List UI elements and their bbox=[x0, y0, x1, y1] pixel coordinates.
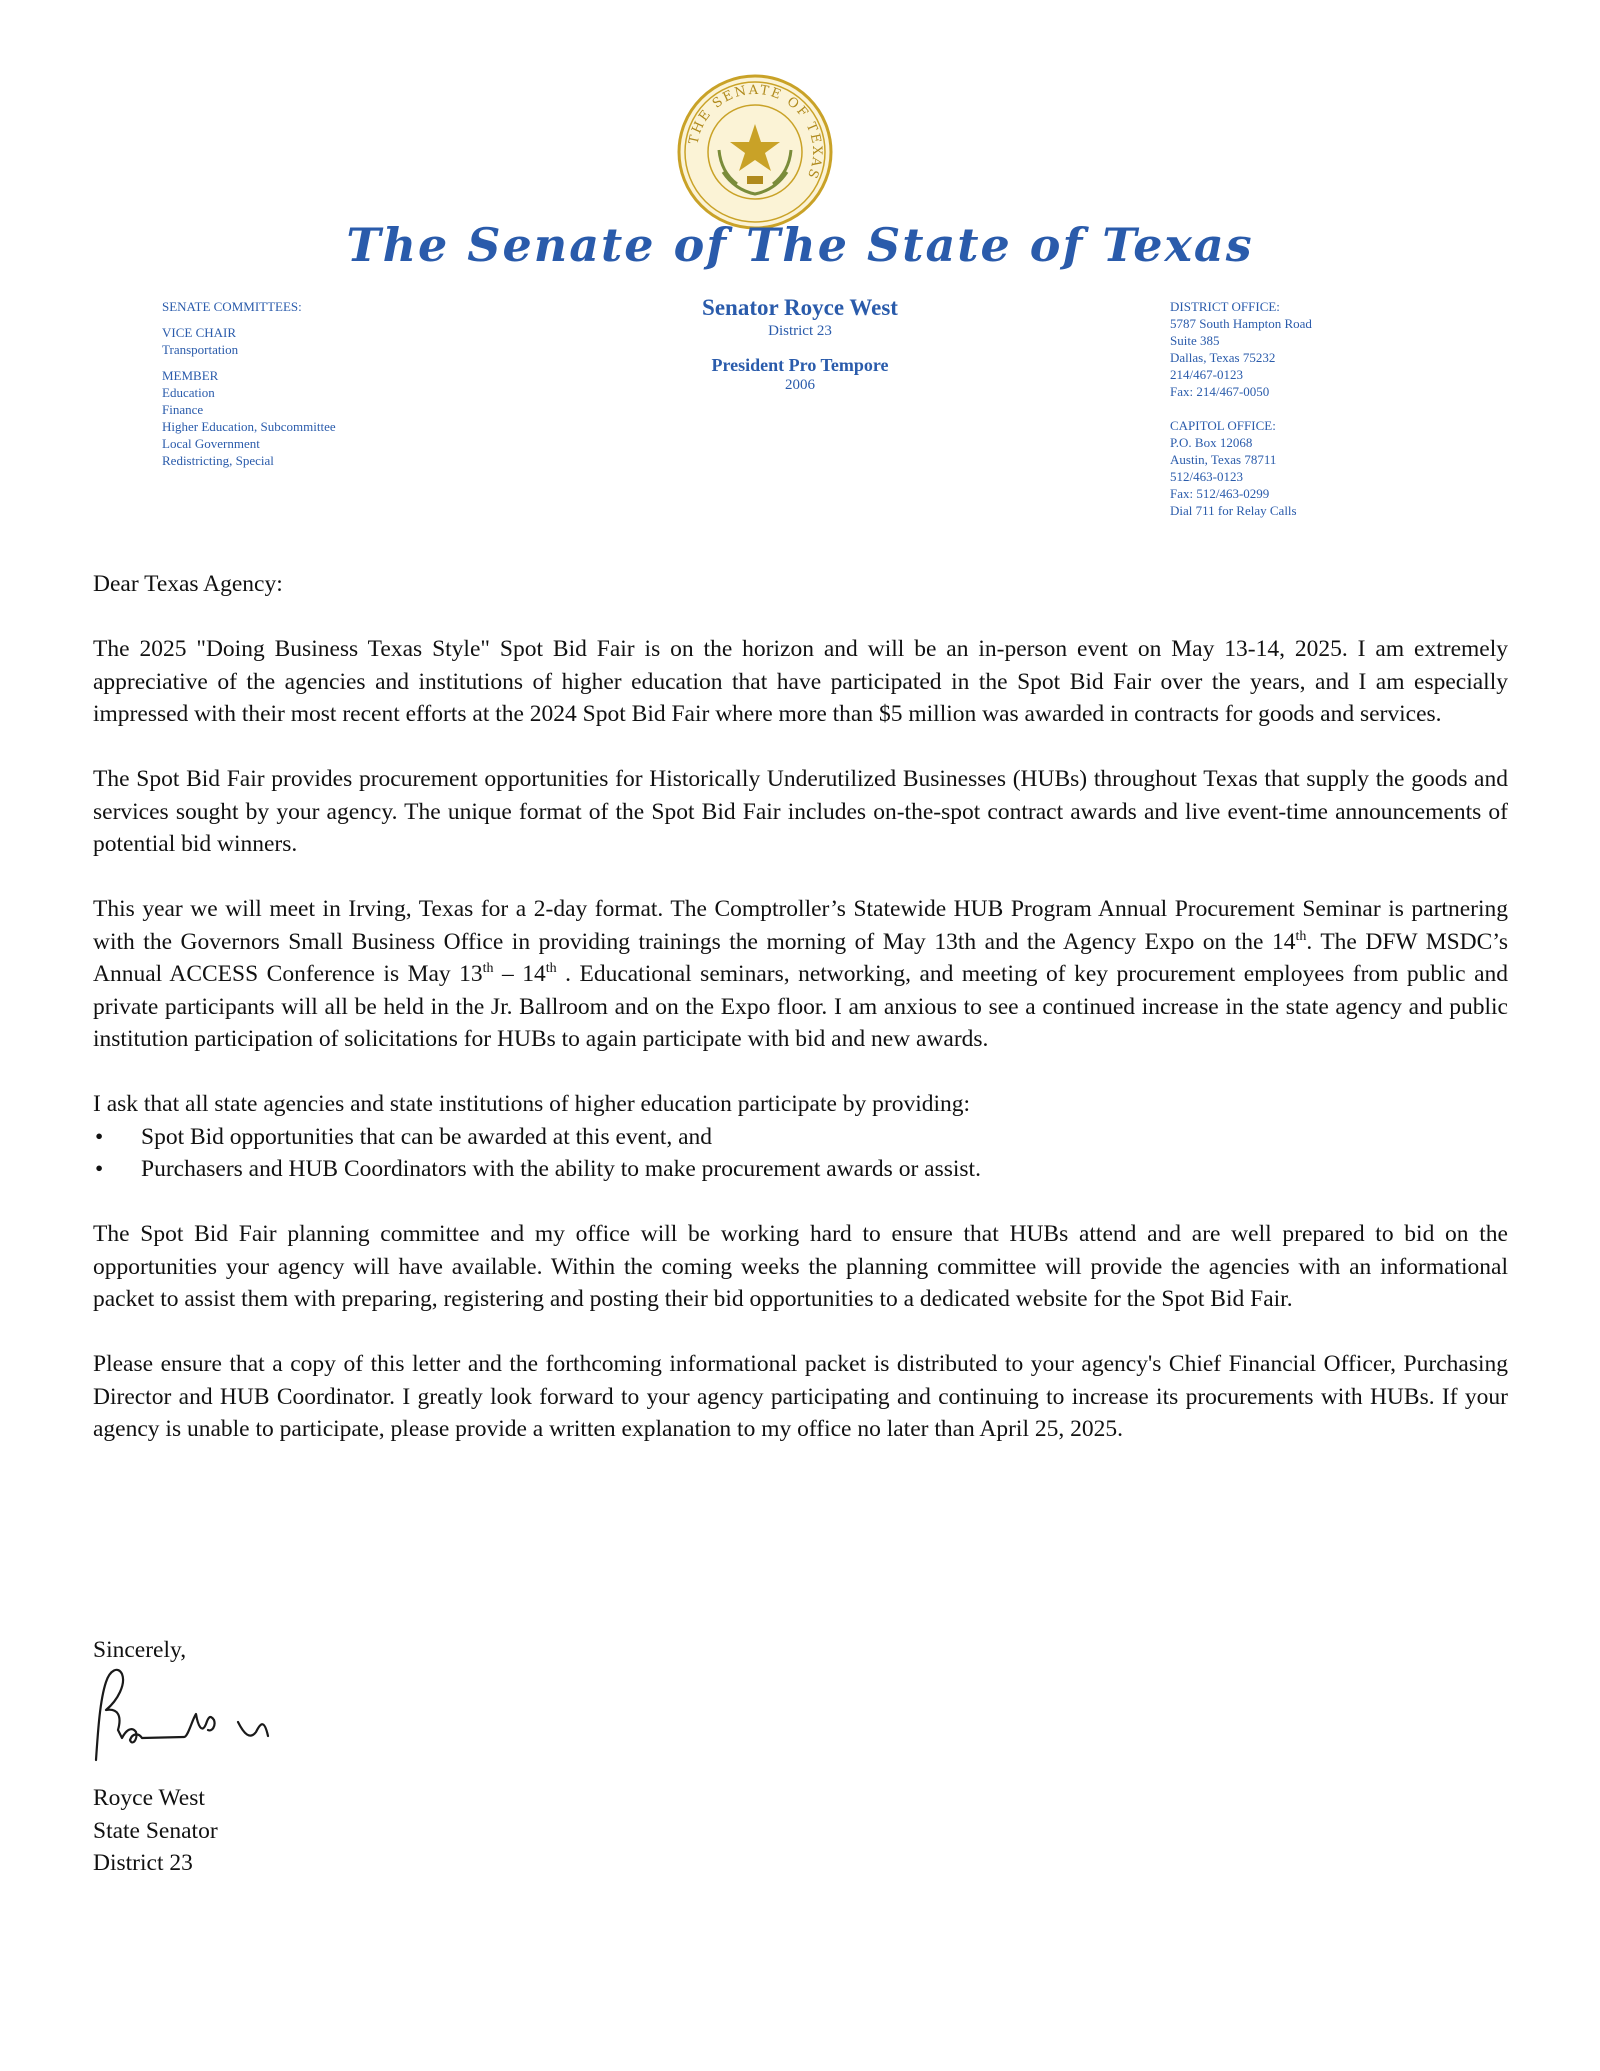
district-office-line: 214/467-0123 bbox=[1170, 367, 1243, 382]
list-item bbox=[93, 1153, 1508, 1186]
paragraph-purpose: The Spot Bid Fair provides procurement opportunities for Historically Underutilized Businesses (HUBs) throughout Texas that supply the goods and services sought by your agency. The unique format of the Spot Bid Fair includes on-the-spot contract awards and live event-time announcements of potential bid winners. bbox=[93, 766, 1508, 857]
list-item-text: Spot Bid opportunities that can be awarded at this event, and bbox=[141, 1123, 713, 1150]
signer-name: Royce West bbox=[93, 1785, 205, 1811]
salutation: Dear Texas Agency: bbox=[93, 571, 283, 597]
vice-chair-item: Transportation bbox=[162, 342, 239, 357]
list-item bbox=[93, 1121, 1508, 1154]
format-text: . The DFW MSDC’s Annual ACCESS Conference is May 13 bbox=[93, 928, 1508, 987]
paragraph-committee: The Spot Bid Fair planning committee and my office will be working hard to ensure that HUBs attend and are well prepared to bid on the opportunities your agency will have available. Within the coming weeks the planning committee will provide the agencies with an informational packet to assist them with preparing, registering and posting their bid opportunities to a dedicated website for the Spot Bid Fair. bbox=[93, 1221, 1508, 1312]
district-office-line: Suite 385 bbox=[1170, 333, 1220, 348]
member-item: Local Government bbox=[162, 436, 260, 451]
member-group bbox=[162, 367, 462, 469]
paragraph-distribution: Please ensure that a copy of this letter and the forthcoming informational packet is distributed to your agency's Chief Financial Officer, Purchasing Director and HUB Coordinator. I greatly look forward to your agency participating and continuing to increase its procurements with HUBs. If your agency is unable to participate, please provide a written explanation to my office no later than April 25, 2025. bbox=[93, 1351, 1508, 1442]
district-office-line: Fax: 214/467-0050 bbox=[1170, 384, 1270, 399]
member-item: Education bbox=[162, 385, 215, 400]
capitol-office-line: P.O. Box 12068 bbox=[1170, 435, 1253, 450]
request-list bbox=[93, 1121, 1508, 1186]
member-item: Finance bbox=[162, 402, 204, 417]
senate-committees bbox=[162, 298, 462, 478]
district-office-line: 5787 South Hampton Road bbox=[1170, 316, 1312, 331]
paragraph-event: The 2025 "Doing Business Texas Style" Spot Bid Fair is on the horizon and will be an in-person event on May 13-14, 2025. I am extremely appreciative of the agencies and institutions of higher education that have participated in the Spot Bid Fair over the years, and I am especially impressed with their most recent efforts at the 2024 Spot Bid Fair where more than $5 million was awarded in contracts for goods and services. bbox=[93, 636, 1508, 727]
office-spacer bbox=[1170, 400, 1430, 417]
senator-district: District 23 bbox=[768, 323, 832, 339]
bullet-icon: • bbox=[95, 1123, 104, 1150]
paragraph-format bbox=[93, 893, 1508, 1056]
member-item: Redistricting, Special bbox=[162, 453, 274, 468]
senator-title: President Pro Tempore bbox=[711, 355, 889, 375]
signer-block bbox=[93, 1782, 218, 1880]
district-office-line: Dallas, Texas 75232 bbox=[1170, 350, 1276, 365]
capitol-office-line: Dial 711 for Relay Calls bbox=[1170, 503, 1297, 518]
vice-chair-group bbox=[162, 324, 462, 358]
format-text: – 14 bbox=[493, 961, 546, 987]
senator-block bbox=[600, 294, 1000, 394]
capitol-office-heading: CAPITOL OFFICE: bbox=[1170, 418, 1276, 433]
senator-title-year: 2006 bbox=[785, 377, 815, 393]
seal-ring-text: THE SENATE OF TEXAS bbox=[686, 82, 825, 183]
member-item: Higher Education, Subcommittee bbox=[162, 419, 336, 434]
letter-body bbox=[93, 568, 1508, 1478]
request-intro: I ask that all state agencies and state institutions of higher education participate by providing: bbox=[93, 1091, 971, 1117]
ordinal-suffix: th bbox=[482, 961, 494, 977]
format-text: This year we will meet in Irving, Texas for a 2-day format. The Comptroller’s Statewide HUB Program Annual Procurement Seminar is partnering with the Governors Small Business Office in providing trainings the morning of May 13th and the Agency Expo on the 14 bbox=[93, 896, 1508, 955]
closing: Sincerely, bbox=[93, 1637, 187, 1663]
committees-heading: SENATE COMMITTEES: bbox=[162, 299, 302, 314]
letterhead-banner: The Senate of The State of Texas bbox=[346, 218, 1254, 272]
vice-chair-label: VICE CHAIR bbox=[162, 325, 237, 340]
senator-name: Senator Royce West bbox=[702, 295, 898, 320]
member-label: MEMBER bbox=[162, 368, 219, 383]
signer-title: State Senator bbox=[93, 1817, 218, 1844]
signature-icon bbox=[88, 1660, 308, 1770]
signer-district: District 23 bbox=[93, 1850, 193, 1876]
bullet-icon: • bbox=[95, 1156, 104, 1182]
senate-seal-icon bbox=[675, 72, 835, 232]
ordinal-suffix: th bbox=[545, 961, 557, 977]
format-text: . Educational seminars, networking, and meeting of key procurement employees from public and private participants will all be held in the Jr. Ballroom and on the Expo floor. I am anxious to see a continued increase in the state agency and public institution participation of solicitations for HUBs to again participate with bid and new awards. bbox=[93, 961, 1509, 1052]
ordinal-suffix: th bbox=[1295, 928, 1307, 944]
district-office-heading: DISTRICT OFFICE: bbox=[1170, 299, 1280, 314]
list-item-text: Purchasers and HUB Coordinators with the ability to make procurement awards or assist. bbox=[141, 1156, 981, 1182]
capitol-office-line: Austin, Texas 78711 bbox=[1170, 452, 1277, 467]
capitol-office-line: 512/463-0123 bbox=[1170, 469, 1243, 484]
capitol-office-line: Fax: 512/463-0299 bbox=[1170, 486, 1270, 501]
office-addresses bbox=[1170, 298, 1430, 519]
